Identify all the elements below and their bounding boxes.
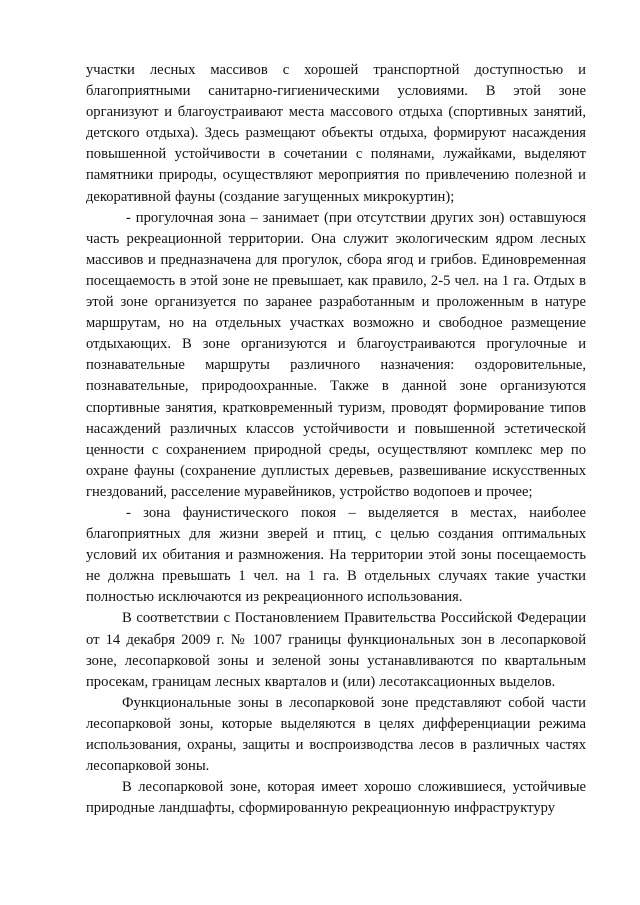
document-body [86,60,586,819]
paragraph-fauna-rest-zone: - зона фаунистического покоя – выделяется в местах, наиболее благоприятных для жизни зверей и птиц, с целью создания оптимальных условий их обитания и размножения. На территории этой зоны посещаемость не должна превышать 1 чел. на 1 га. В отдельных случаях такие участки полностью исключаются из рекреационного использования. [86,504,586,606]
paragraph-recreation-zone-continuation: участки лесных массивов с хорошей транспортной доступностью и благоприятными санитарно-гигиеническими условиями. В этой зоне организуют и благоустраивают места массового отдыха (спортивных занятий, детского отдыха). Здесь размещают объекты отдыха, формируют насаждения повышенной устойчивости в сочетании с полянами, лужайками, выделяют памятники природы, осуществляют мероприятия по привлечению полезной и декоративной фауны (создание загущенных микрокуртин); [86,62,586,205]
paragraph-government-decree: В соответствии с Постановлением Правительства Российской Федерации от 14 декабря 2009 г. № 1007 границы функциональных зон в лесопарковой зоне, лесопарковой зоны и зеленой зоны устанавливаются по квартальным просекам, границам лесных кварталов и (или) лесотаксационных выделов. [86,610,586,690]
paragraph-forest-park-zone: В лесопарковой зоне, которая имеет хорошо сложившиеся, устойчивые природные ландшафты, сформированную рекреационную инфраструктуру [86,779,586,817]
paragraph-walking-zone: - прогулочная зона – занимает (при отсутствии других зон) оставшуюся часть рекреационной территории. Она служит экологическим ядром лесных массивов и предназначена для прогулок, сбора ягод и грибов. Единовременная посещаемость в этой зоне не превышает, как правило, 2-5 чел. на 1 га. Отдых в этой зоне организуется по заранее разработанным и проложенным в натуре маршрутам, но на отдельных участках возможно и свободное размещение отдыхающих. В зоне организуются и благоустраиваются прогулочные и познавательные маршруты различного назначения: оздоровительные, познавательные, природоохранные. Также в данной зоне организуются спортивные занятия, кратковременный туризм, проводят формирование типов насаждений различных классов устойчивости и повышенной эстетической ценности с сохранением природной среды, осуществляют комплекс мер по охране фауны (сохранение дуплистых деревьев, развешивание искусственных гнездований, расселение муравейников, устройство водопоев и прочее; [86,209,586,500]
paragraph-functional-zones: Функциональные зоны в лесопарковой зоне представляют собой части лесопарковой зоны, которые выделяются в целях дифференциации режима использования, охраны, защиты и воспроизводства лесов в различных частях лесопарковой зоны. [86,694,586,775]
